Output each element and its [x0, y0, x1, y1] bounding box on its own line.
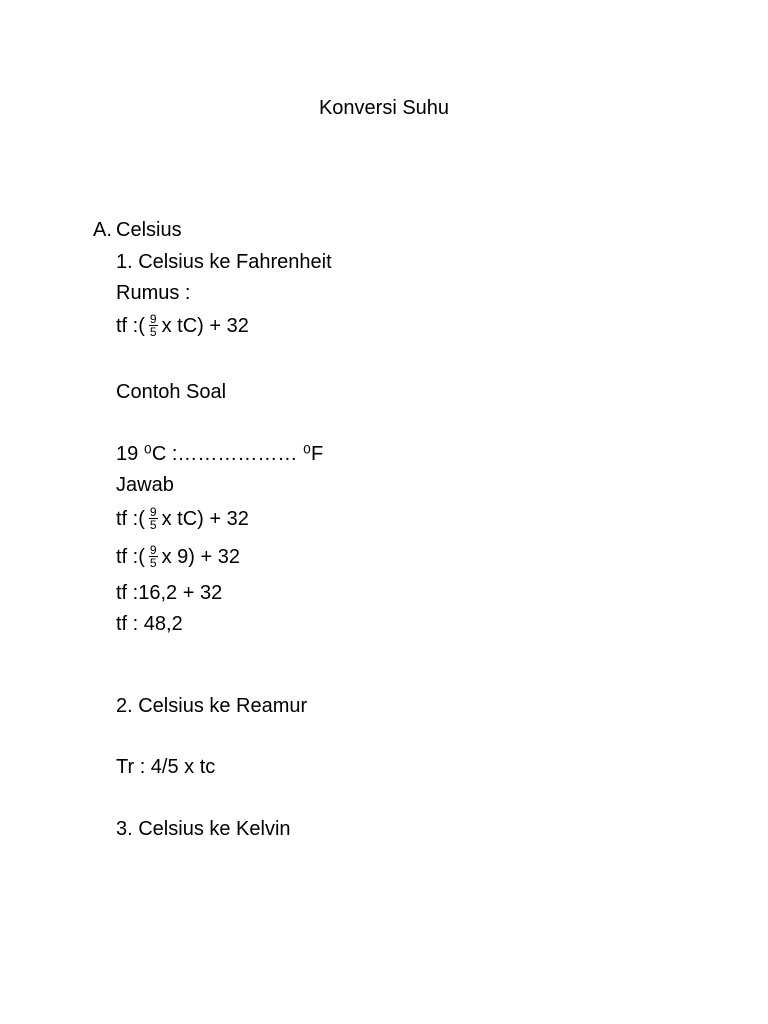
fraction-numerator: 9 — [149, 505, 157, 520]
fraction-denominator: 5 — [149, 325, 157, 340]
subsection-heading-fahrenheit: 1. Celsius ke Fahrenheit — [116, 251, 332, 273]
formula-suffix: x 9) + 32 — [161, 546, 240, 568]
answer-step-3: tf :16,2 + 32 — [116, 582, 223, 604]
list-marker-a: A. — [93, 219, 112, 241]
formula-reamur: Tr : 4/5 x tc — [116, 756, 216, 778]
formula-suffix: x tC) + 32 — [161, 508, 249, 530]
document-title: Konversi Suhu — [318, 97, 450, 119]
fraction-numerator: 9 — [149, 543, 157, 558]
jawab-label: Jawab — [116, 474, 174, 496]
formula-prefix: tf :( — [116, 546, 145, 568]
contoh-soal-heading: Contoh Soal — [116, 381, 227, 403]
subsection-heading-kelvin: 3. Celsius ke Kelvin — [116, 818, 291, 840]
formula-fahrenheit — [116, 314, 249, 339]
fraction-denominator: 5 — [149, 556, 157, 571]
rumus-label: Rumus : — [116, 282, 191, 304]
question-text: 19 ⁰C :……………… ⁰F — [116, 443, 324, 465]
fraction — [149, 313, 158, 338]
section-heading-celsius: Celsius — [116, 219, 182, 241]
formula-suffix: x tC) + 32 — [161, 315, 249, 337]
fraction — [149, 506, 158, 531]
formula-prefix: tf :( — [116, 508, 145, 530]
fraction-denominator: 5 — [149, 518, 157, 533]
answer-step-4: tf : 48,2 — [116, 613, 183, 635]
fraction — [149, 544, 158, 569]
answer-step-1 — [116, 507, 249, 532]
fraction-numerator: 9 — [149, 312, 157, 327]
formula-prefix: tf :( — [116, 315, 145, 337]
answer-step-2 — [116, 545, 240, 570]
subsection-heading-reamur: 2. Celsius ke Reamur — [116, 695, 308, 717]
